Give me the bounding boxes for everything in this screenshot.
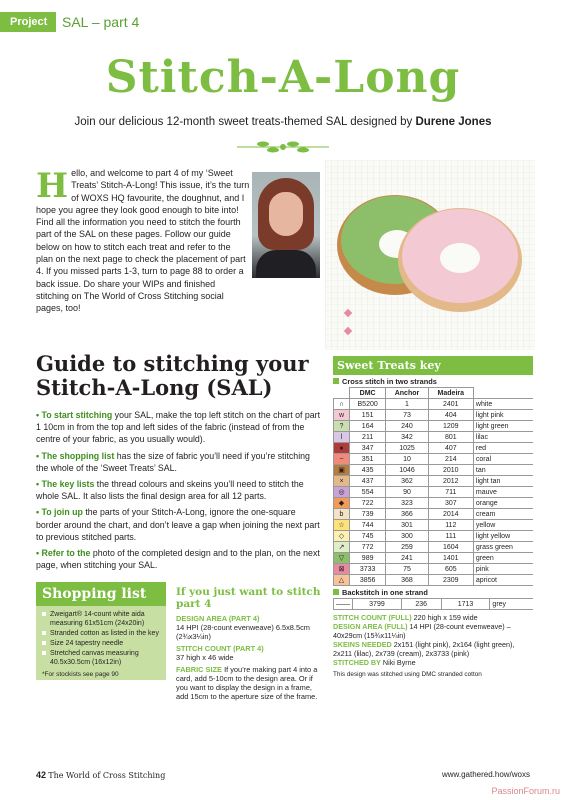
table-row bbox=[334, 553, 534, 564]
drop-cap: H bbox=[36, 166, 69, 206]
key-cell-anchor: 1 bbox=[386, 399, 428, 410]
key-cell-dmc: 151 bbox=[350, 410, 386, 421]
key-cell-dmc: 722 bbox=[350, 498, 386, 509]
key-cell-symbol: ▽ bbox=[334, 553, 350, 564]
key-cell-name: light green bbox=[473, 421, 533, 432]
key-cell-symbol: w bbox=[334, 410, 350, 421]
guide-bullet: • To join up the parts of your Stitch-A-Long, ignore the one-square border around the chart, and don’t leave a gap when joining the next part to previous stitched parts. bbox=[36, 507, 320, 542]
shopping-item: Stranded cotton as listed in the key bbox=[42, 629, 160, 638]
key-cell-dmc: 437 bbox=[350, 476, 386, 487]
table-row bbox=[334, 465, 534, 476]
guide-bullets bbox=[36, 409, 322, 575]
table-row bbox=[334, 564, 534, 575]
key-cell-madeira: 2012 bbox=[428, 476, 473, 487]
key-cell-name: mauve bbox=[473, 487, 533, 498]
key-cell-symbol: l bbox=[334, 432, 350, 443]
key-cell-symbol: b bbox=[334, 509, 350, 520]
intro-text: ello, and welcome to part 4 of my ‘Sweet Treats’ Stitch-A-Long! This issue, it’s the turn of WOXS HQ favourite, the doughnut, and I hope you agree they look good enough to bite into! Find all the information you need to stitch the fourth part of the SAL on these pages. Follow our guide below on how to stitch each treat and refer to the plan on the next page to check the placement of part 4. If you missed parts 1-3, turn to page 88 to order a back issue. Do share your WIPs and finished stitching on The World of Cross Stitching social pages, too! bbox=[36, 168, 250, 314]
key-cell-anchor: 362 bbox=[386, 476, 428, 487]
stockists-note: *For stockists see page 90 bbox=[42, 671, 119, 678]
key-cell-madeira: 111 bbox=[428, 531, 473, 542]
guide-bullet: • Refer to the photo of the completed design and to the plan, on the next page, when stitching your SAL. bbox=[36, 548, 320, 571]
key-cell-anchor: 368 bbox=[386, 575, 428, 586]
key-cell-symbol: ◇ bbox=[334, 531, 350, 542]
key-cell-anchor: 90 bbox=[386, 487, 428, 498]
key-cell-symbol: ● bbox=[334, 443, 350, 454]
leaf-divider-icon bbox=[233, 140, 333, 154]
shopping-list-panel bbox=[36, 582, 166, 680]
key-cell-anchor: 1025 bbox=[386, 443, 428, 454]
key-title: Sweet Treats key bbox=[333, 356, 533, 375]
stitch-count-label: STITCH COUNT (PART 4) bbox=[176, 644, 264, 653]
part-4-panel bbox=[176, 586, 322, 704]
key-cell-madeira: 1604 bbox=[428, 542, 473, 553]
key-cell-symbol: ⊠ bbox=[334, 564, 350, 575]
shopping-title: Shopping list bbox=[36, 582, 166, 606]
key-cell-dmc: 554 bbox=[350, 487, 386, 498]
table-row bbox=[334, 476, 534, 487]
table-row bbox=[334, 421, 534, 432]
footer-url[interactable]: www.gathered.how/woxs bbox=[441, 770, 530, 779]
key-cell-dmc: 351 bbox=[350, 454, 386, 465]
donut-stitch-image bbox=[325, 160, 535, 350]
table-row bbox=[334, 575, 534, 586]
key-cell-madeira: 407 bbox=[428, 443, 473, 454]
key-cell-anchor: 366 bbox=[386, 509, 428, 520]
key-cell-name: orange bbox=[473, 498, 533, 509]
key-cell-name: white bbox=[473, 399, 533, 410]
cross-stitch-label: Cross stitch in two strands bbox=[333, 375, 533, 387]
key-cell-anchor: 240 bbox=[386, 421, 428, 432]
key-cell-name: pink bbox=[473, 564, 533, 575]
key-cell-symbol: ∩ bbox=[334, 399, 350, 410]
header-strip bbox=[0, 0, 566, 40]
page-footer bbox=[36, 770, 530, 784]
key-cell-madeira: 2010 bbox=[428, 465, 473, 476]
key-cell-name: tan bbox=[473, 465, 533, 476]
key-cell-anchor: 75 bbox=[386, 564, 428, 575]
key-cell-madeira: 2309 bbox=[428, 575, 473, 586]
magazine-name: The World of Cross Stitching bbox=[48, 771, 166, 780]
key-cell-anchor: 241 bbox=[386, 553, 428, 564]
key-cell-anchor: 259 bbox=[386, 542, 428, 553]
thread-key bbox=[333, 356, 533, 679]
key-cell-madeira: 404 bbox=[428, 410, 473, 421]
key-cell-name: green bbox=[473, 553, 533, 564]
table-row bbox=[334, 542, 534, 553]
key-cell-symbol: ◆ bbox=[334, 498, 350, 509]
key-cell-symbol: ↗ bbox=[334, 542, 350, 553]
key-cell-anchor: 300 bbox=[386, 531, 428, 542]
key-cell-madeira: 214 bbox=[428, 454, 473, 465]
designer-photo bbox=[252, 172, 320, 278]
backstitch-symbol: —— bbox=[334, 599, 353, 610]
key-cell-dmc: 744 bbox=[350, 520, 386, 531]
design-area-value: 14 HPI (28-count evenweave) 6.5x8.5cm (2¾x3¼in) bbox=[176, 623, 310, 641]
table-row bbox=[334, 432, 534, 443]
key-cell-name: light tan bbox=[473, 476, 533, 487]
shopping-item: Size 24 tapestry needle bbox=[42, 639, 160, 648]
table-row bbox=[334, 410, 534, 421]
fabric-size-value: If you’re making part 4 into a card, add 5-10cm to the design area. Or if you want to display the design in a frame, add 15cm to the aperture size of the frame. bbox=[176, 665, 318, 701]
key-cell-symbol: × bbox=[334, 476, 350, 487]
key-cell-madeira: 711 bbox=[428, 487, 473, 498]
key-cell-madeira: 2401 bbox=[428, 399, 473, 410]
author-name: Durene Jones bbox=[415, 116, 492, 128]
key-cell-symbol: ~ bbox=[334, 454, 350, 465]
key-cell-name: coral bbox=[473, 454, 533, 465]
table-row bbox=[334, 498, 534, 509]
key-cell-dmc: 164 bbox=[350, 421, 386, 432]
col-dmc: DMC bbox=[350, 388, 386, 399]
table-row bbox=[334, 509, 534, 520]
key-cell-symbol: △ bbox=[334, 575, 350, 586]
key-cell-anchor: 323 bbox=[386, 498, 428, 509]
key-cell-dmc: 3733 bbox=[350, 564, 386, 575]
table-row: —— 3799 236 1713 grey bbox=[334, 599, 534, 610]
key-cell-dmc: 772 bbox=[350, 542, 386, 553]
key-cell-name: apricot bbox=[473, 575, 533, 586]
guide-title: Guide to stitching your Stitch-A-Long (SAL) bbox=[36, 351, 309, 400]
key-cell-madeira: 1209 bbox=[428, 421, 473, 432]
key-cell-name: red bbox=[473, 443, 533, 454]
key-cell-anchor: 73 bbox=[386, 410, 428, 421]
key-cell-dmc: 211 bbox=[350, 432, 386, 443]
thread-table bbox=[333, 387, 533, 586]
key-cell-dmc: 3856 bbox=[350, 575, 386, 586]
backstitch-label: Backstitch in one strand bbox=[333, 586, 533, 598]
key-cell-madeira: 605 bbox=[428, 564, 473, 575]
key-cell-symbol: ◎ bbox=[334, 487, 350, 498]
key-cell-dmc: 347 bbox=[350, 443, 386, 454]
table-row bbox=[334, 487, 534, 498]
table-row bbox=[334, 531, 534, 542]
key-cell-anchor: 10 bbox=[386, 454, 428, 465]
backstitch-table bbox=[333, 598, 533, 610]
subtitle-text: Join our delicious 12-month sweet treats-themed SAL designed by bbox=[74, 116, 413, 128]
col-anchor: Anchor bbox=[386, 388, 428, 399]
key-cell-symbol: ? bbox=[334, 421, 350, 432]
key-cell-anchor: 1046 bbox=[386, 465, 428, 476]
key-cell-madeira: 2014 bbox=[428, 509, 473, 520]
intro-paragraph bbox=[36, 167, 250, 315]
guide-bullet: • To start stitching your SAL, make the top left stitch on the chart of part 1 10cm in from the top and left sides of the fabric (instead of from the centre of your fabric, as you usually would). bbox=[36, 410, 321, 445]
key-cell-anchor: 342 bbox=[386, 432, 428, 443]
key-cell-dmc: 989 bbox=[350, 553, 386, 564]
page-title: Stitch-A-Long bbox=[105, 52, 461, 103]
project-tag: Project bbox=[0, 12, 56, 32]
key-cell-dmc: 435 bbox=[350, 465, 386, 476]
table-row bbox=[334, 443, 534, 454]
subtitle bbox=[0, 116, 566, 128]
fabric-size-label: FABRIC SIZE bbox=[176, 665, 222, 674]
key-cell-anchor: 301 bbox=[386, 520, 428, 531]
guide-bullet: • The shopping list has the size of fabric you’ll need if you’re stitching the whole of the ‘Sweet Treats’ SAL. bbox=[36, 450, 310, 473]
key-cell-dmc: B5200 bbox=[350, 399, 386, 410]
key-cell-name: cream bbox=[473, 509, 533, 520]
key-cell-madeira: 801 bbox=[428, 432, 473, 443]
table-row bbox=[334, 520, 534, 531]
watermark: PassionForum.ru bbox=[491, 786, 560, 796]
section-label: SAL – part 4 bbox=[62, 14, 140, 30]
key-notes: STITCH COUNT (FULL) 220 high x 159 wide DESIGN AREA (FULL) 14 HPI (28-count evenweave) – 40x29cm (15¾x11¼in) SKEINS NEEDED 2x151 (light pink), 2x164 (light green), 2x211 (lilac), 2x739 (cream), 2x3733 (pink) STITCHED BY Niki Byrne This design was stitched using DMC stranded cotton bbox=[333, 613, 515, 678]
shopping-item: Zweigart® 14-count white aida measuring 61x51cm (24x20in) bbox=[42, 610, 160, 628]
key-cell-madeira: 112 bbox=[428, 520, 473, 531]
key-cell-symbol: ☆ bbox=[334, 520, 350, 531]
page-number: 42 bbox=[36, 770, 47, 780]
key-cell-dmc: 739 bbox=[350, 509, 386, 520]
design-area-label: DESIGN AREA (PART 4) bbox=[176, 614, 260, 623]
key-cell-symbol: ▣ bbox=[334, 465, 350, 476]
key-cell-dmc: 745 bbox=[350, 531, 386, 542]
key-cell-madeira: 307 bbox=[428, 498, 473, 509]
col-madeira: Madeira bbox=[428, 388, 473, 399]
stitch-count-value: 37 high x 46 wide bbox=[176, 653, 234, 662]
key-cell-name: light yellow bbox=[473, 531, 533, 542]
shopping-item: Stretched canvas measuring 40.5x30.5cm (16x12in) bbox=[42, 649, 160, 667]
guide-bullet: • The key lists the thread colours and skeins you’ll need to stitch the whole SAL. It also lists the final design area for all 12 parts. bbox=[36, 479, 304, 502]
key-cell-name: grass green bbox=[473, 542, 533, 553]
table-row bbox=[334, 399, 534, 410]
key-cell-madeira: 1401 bbox=[428, 553, 473, 564]
key-cell-name: lilac bbox=[473, 432, 533, 443]
key-cell-name: yellow bbox=[473, 520, 533, 531]
key-cell-name: light pink bbox=[473, 410, 533, 421]
table-row bbox=[334, 454, 534, 465]
part-4-title: If you just want to stitch part 4 bbox=[176, 586, 321, 610]
